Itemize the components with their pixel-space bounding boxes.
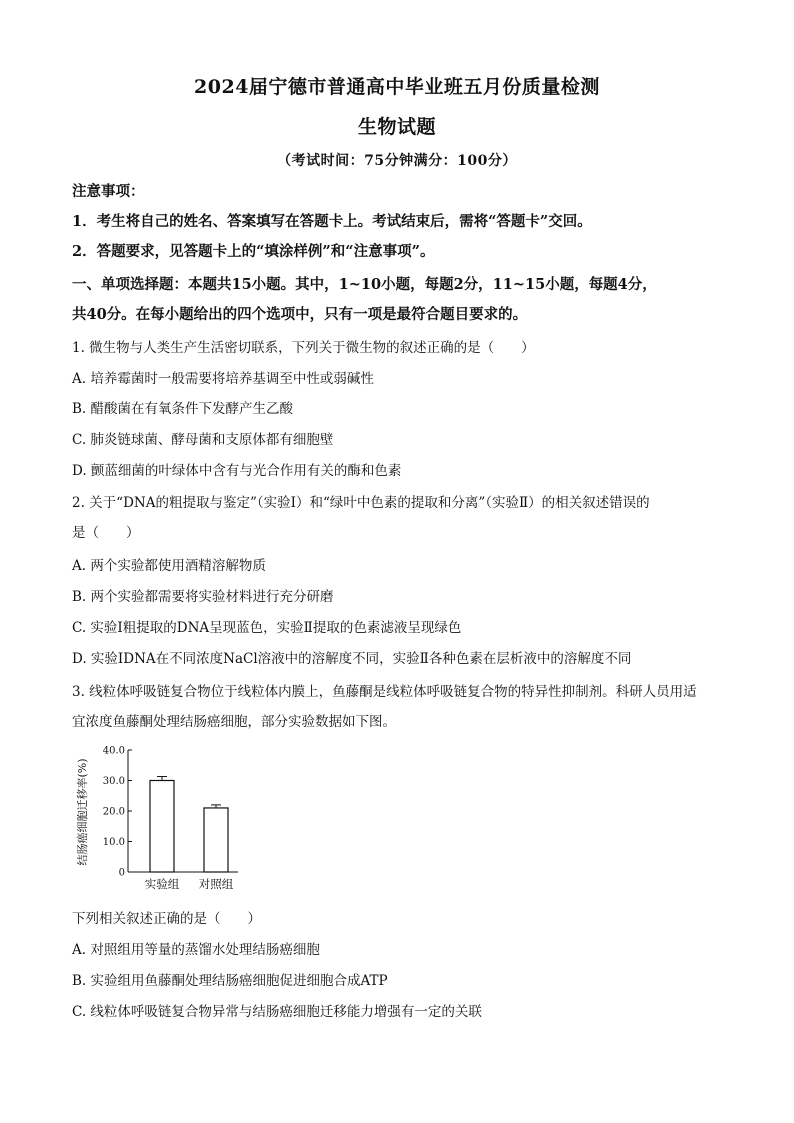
- q3-option-a: A. 对照组用等量的蒸馏水处理结肠癌细胞: [72, 942, 320, 958]
- exam-title: 2024届宁德市普通高中毕业班五月份质量检测: [194, 76, 600, 98]
- q3-stem-line-2: 宜浓度鱼藤酮处理结肠癌细胞，部分实验数据如下图。: [72, 714, 396, 730]
- q2-option-d: D. 实验IDNA在不同浓度NaCl溶液中的溶解度不同，实验Ⅱ各种色素在层析液中的溶解度不同: [72, 651, 632, 667]
- exam-info: （考试时间：75分钟满分：100分）: [277, 153, 517, 169]
- chart-y-tick-label: 30.0: [102, 776, 125, 787]
- chart-y-tick-label: 20.0: [102, 806, 125, 818]
- q3-option-c: C. 线粒体呼吸链复合物异常与结肠癌细胞迁移能力增强有一定的关联: [72, 1004, 482, 1020]
- section-instructions-line-2: 共40分。在每小题给出的四个选项中，只有一项是最符合题目要求的。: [72, 306, 528, 323]
- q1-option-c: C. 肺炎链球菌、酵母菌和支原体都有细胞壁: [72, 432, 334, 448]
- chart-y-tick-label: 40.0: [102, 745, 125, 757]
- chart-category-label: 实验组: [144, 877, 180, 891]
- q3-follow-up: 下列相关叙述正确的是（ ）: [72, 911, 261, 927]
- q3-option-b: B. 实验组用鱼藤酮处理结肠癌细胞促进细胞合成ATP: [72, 973, 388, 989]
- q1-option-a: A. 培养霉菌时一般需要将培养基调至中性或弱碱性: [72, 371, 374, 387]
- notes-item-1: 1．考生将自己的姓名、答案填写在答题卡上。考试结束后，需将“答题卡”交回。: [72, 213, 592, 230]
- q1-option-b: B. 醋酸菌在有氧条件下发酵产生乙酸: [72, 401, 294, 417]
- q2-option-a: A. 两个实验都使用酒精溶解物质: [72, 558, 266, 574]
- chart-y-tick-label: 10.0: [102, 837, 125, 848]
- chart-category-label: 对照组: [198, 877, 234, 891]
- q2-option-c: C. 实验Ⅰ粗提取的DNA呈现蓝色，实验Ⅱ提取的色素滤液呈现绿色: [72, 620, 462, 636]
- chart-y-axis-label: 结肠癌细胞迁移率(%): [76, 758, 89, 866]
- chart-bar: [204, 808, 228, 872]
- section-instructions-line-1: 一、单项选择题：本题共15小题。其中，1~10小题，每题2分，11~15小题，每题4分，: [72, 276, 657, 293]
- q2-option-b: B. 两个实验都需要将实验材料进行充分研磨: [72, 589, 334, 605]
- q1-option-d: D. 颤蓝细菌的叶绿体中含有与光合作用有关的酶和色素: [72, 463, 402, 479]
- notes-heading: 注意事项：: [72, 183, 145, 200]
- q2-stem-line-2: 是（ ）: [72, 525, 140, 541]
- chart-y-tick-label: 0: [118, 867, 125, 879]
- notes-item-2: 2．答题要求，见答题卡上的“填涂样例”和“注意事项”。: [72, 243, 435, 260]
- q2-stem-line-1: 2. 关于“DNA的粗提取与鉴定”（实验Ⅰ）和“绿叶中色素的提取和分离”（实验Ⅱ）的相关叙述错误的: [72, 495, 650, 511]
- chart-bar: [150, 781, 174, 873]
- q1-stem: 1. 微生物与人类生产生活密切联系，下列关于微生物的叙述正确的是（ ）: [72, 340, 535, 356]
- q3-stem-line-1: 3. 线粒体呼吸链复合物位于线粒体内膜上，鱼藤酮是线粒体呼吸链复合物的特异性抑制剂。科研人员用适: [72, 684, 697, 700]
- migration-rate-bar-chart: [72, 740, 272, 900]
- subject-title: 生物试题: [357, 116, 436, 138]
